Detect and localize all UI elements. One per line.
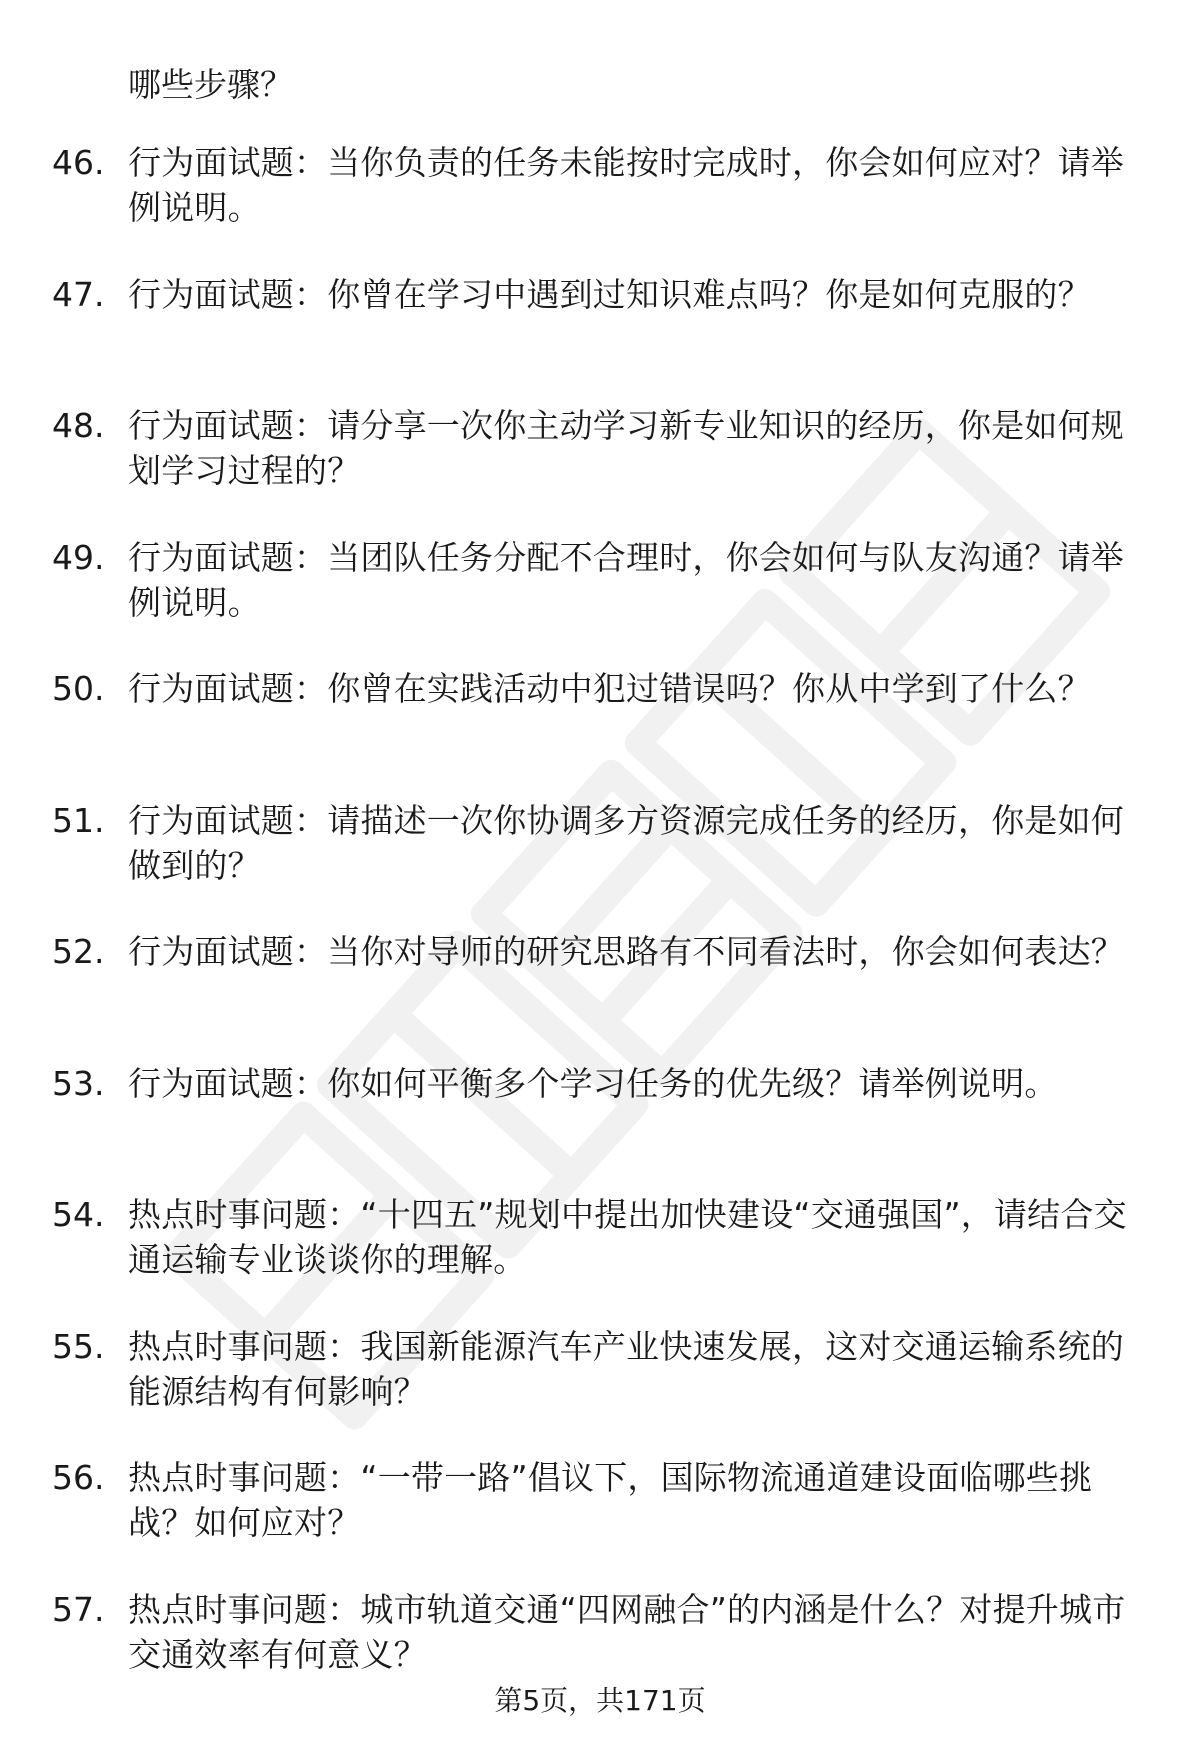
continued-question-text: 哪些步骤？	[128, 65, 293, 104]
question-text: 热点时事问题：城市轨道交通“四网融合”的内涵是什么？对提升城市交通效率有何意义？	[128, 1589, 1126, 1674]
question-number: 53.	[52, 1063, 105, 1103]
question-number: 46.	[52, 143, 105, 182]
question-item	[0, 1324, 1200, 1456]
question-number: 49.	[52, 537, 105, 577]
question-number: 57.	[52, 1589, 105, 1629]
question-text: 热点时事问题：“一带一路”倡议下，国际物流通道建设面临哪些挑战？如何应对？	[128, 1458, 1093, 1542]
question-item	[0, 929, 1200, 1061]
question-text: 行为面试题：当团队任务分配不合理时，你会如何与队友沟通？请举例说明。	[128, 537, 1124, 622]
question-text: 热点时事问题：我国新能源汽车产业快速发展，这对交通运输系统的能源结构有何影响？	[128, 1326, 1124, 1411]
page-number-footer: 第5页，共171页	[494, 1684, 706, 1717]
question-text: 热点时事问题：“十四五”规划中提出加快建设“交通强国”，请结合交通运输专业谈谈你的理解。	[128, 1195, 1127, 1279]
question-text: 行为面试题：你曾在实践活动中犯过错误吗？你从中学到了什么？	[128, 669, 1091, 708]
question-text: 行为面试题：你如何平衡多个学习任务的优先级？请举例说明。	[128, 1063, 1058, 1103]
question-number: 51.	[52, 800, 105, 840]
question-number: 50.	[52, 669, 105, 708]
question-item	[0, 666, 1200, 798]
question-number: 52.	[52, 932, 105, 971]
question-text: 行为面试题：当你对导师的研究思路有不同看法时，你会如何表达？	[128, 932, 1124, 971]
question-text: 行为面试题：请分享一次你主动学习新专业知识的经历，你是如何规划学习过程的？	[128, 406, 1124, 490]
question-number: 55.	[52, 1326, 105, 1366]
question-number: 48.	[52, 406, 105, 445]
question-text: 行为面试题：你曾在学习中遇到过知识难点吗？你是如何克服的？	[128, 274, 1091, 314]
question-number: 56.	[52, 1458, 105, 1497]
question-item	[0, 140, 1200, 272]
question-item	[0, 798, 1200, 930]
question-item	[0, 535, 1200, 667]
question-text: 行为面试题：请描述一次你协调多方资源完成任务的经历，你是如何做到的？	[128, 800, 1124, 885]
question-item	[0, 1192, 1200, 1324]
question-item	[0, 403, 1200, 535]
question-number: 47.	[52, 274, 105, 314]
question-number: 54.	[52, 1195, 105, 1234]
question-item	[0, 1061, 1200, 1193]
question-text: 行为面试题：当你负责的任务未能按时完成时，你会如何应对？请举例说明。	[128, 143, 1124, 227]
question-list	[0, 140, 1200, 1718]
question-item	[0, 1455, 1200, 1587]
question-item	[0, 272, 1200, 404]
